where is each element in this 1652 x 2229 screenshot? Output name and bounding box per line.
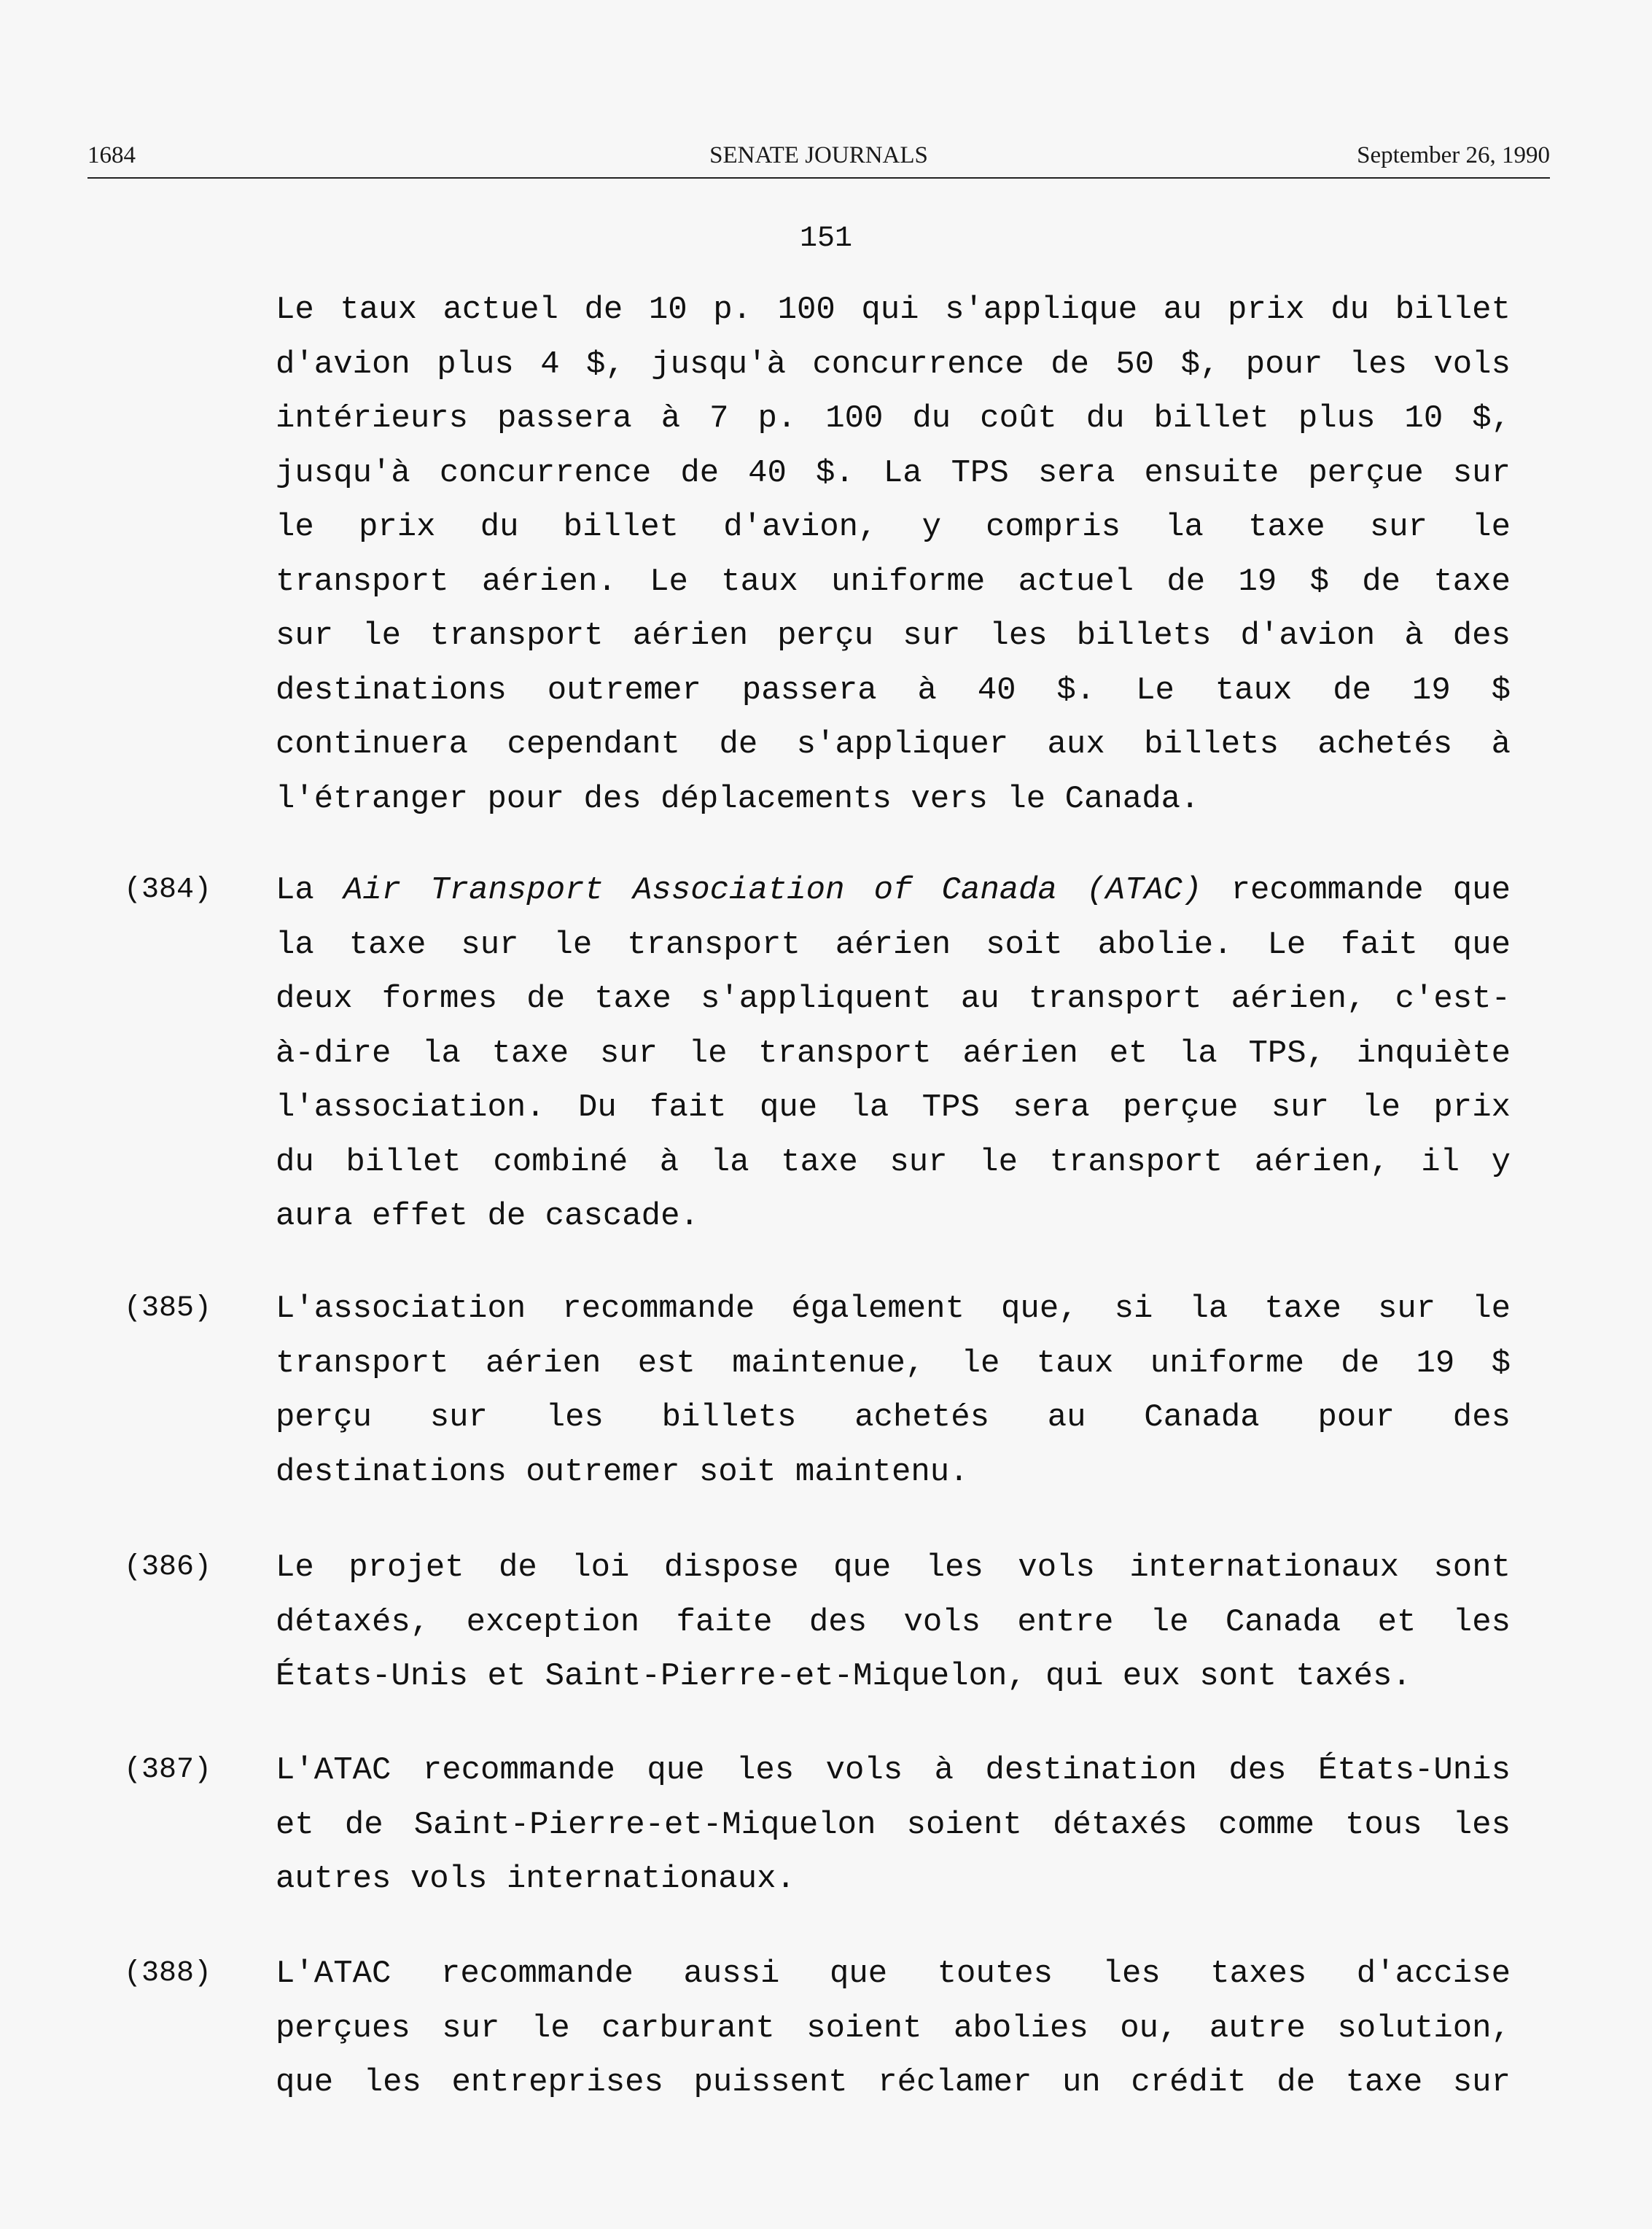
text-line: destinations outremer passera à 40 $. Le taux de 19 $ (276, 672, 1511, 709)
text-line: la taxe sur le transport aérien soit abolie. Le fait que (276, 926, 1511, 963)
header-date: September 26, 1990 (1357, 142, 1550, 168)
text-line: et de Saint-Pierre-et-Miquelon soient détaxés comme tous les (276, 1806, 1511, 1843)
text-line: Le projet de loi dispose que les vols internationaux sont (276, 1549, 1511, 1586)
text-line: sur le transport aérien perçu sur les billets d'avion à des (276, 618, 1511, 654)
text-line: détaxés, exception faite des vols entre le Canada et les (276, 1603, 1511, 1641)
text-line: États-Unis et Saint-Pierre-et-Miquelon, qui eux sont taxés. (276, 1658, 1411, 1695)
header-title: SENATE JOURNALS (709, 142, 928, 168)
text-line: L'ATAC recommande que les vols à destination des États-Unis (276, 1752, 1511, 1789)
text-line: deux formes de taxe s'appliquent au transport aérien, c'est- (276, 981, 1511, 1017)
text-line: l'association. Du fait que la TPS sera perçue sur le prix (276, 1089, 1511, 1126)
header-divider (87, 177, 1550, 179)
intro-paragraph (276, 283, 1511, 826)
text-line: perçues sur le carburant soient abolies ou, autre solution, (276, 2010, 1511, 2047)
paragraph-number: (384) (124, 874, 212, 906)
paragraph-385 (276, 1282, 1511, 1499)
text-line: le prix du billet d'avion, y compris la taxe sur le (276, 509, 1511, 545)
header-page-number: 1684 (87, 142, 136, 168)
paragraph-386 (276, 1541, 1511, 1704)
text-run: La (276, 872, 343, 909)
text-line: destinations outremer soit maintenu. (276, 1453, 969, 1490)
text-line: L'ATAC recommande aussi que toutes les taxes d'accise (276, 1956, 1511, 1992)
text-run: recommande que (1201, 872, 1511, 909)
paragraph-number: (388) (124, 1957, 212, 1990)
text-line: d'avion plus 4 $, jusqu'à concurrence de 50 $, pour les vols (276, 346, 1511, 383)
paragraph-384 (276, 863, 1511, 1244)
paragraph-number: (385) (124, 1292, 212, 1325)
text-line: Le taux actuel de 10 p. 100 qui s'applique au prix du billet (276, 292, 1511, 328)
paragraph-number: (386) (124, 1551, 212, 1584)
text-line: à-dire la taxe sur le transport aérien et la TPS, inquiète (276, 1035, 1511, 1072)
text-line: du billet combiné à la taxe sur le transport aérien, il y (276, 1143, 1511, 1180)
running-header (87, 142, 1550, 179)
sheet-number: 151 (799, 222, 852, 255)
text-line: transport aérien. Le taux uniforme actuel de 19 $ de taxe (276, 563, 1511, 600)
text-line: transport aérien est maintenue, le taux uniforme de 19 $ (276, 1345, 1511, 1382)
text-line (276, 863, 1511, 918)
text-line: perçu sur les billets achetés au Canada pour des (276, 1399, 1511, 1436)
text-line: autres vols internationaux. (276, 1861, 795, 1897)
text-line: L'association recommande également que, si la taxe sur le (276, 1291, 1511, 1327)
paragraph-number: (387) (124, 1754, 212, 1786)
text-line: l'étranger pour des déplacements vers le Canada. (276, 780, 1200, 817)
paragraph-387 (276, 1743, 1511, 1907)
text-line: intérieurs passera à 7 p. 100 du coût du billet plus 10 $, (276, 400, 1511, 437)
organization-name: Air Transport Association of Canada (ATAC) (343, 872, 1202, 909)
text-line: que les entreprises puissent réclamer un crédit de taxe sur (276, 2064, 1511, 2101)
paragraph-388 (276, 1947, 1511, 2110)
text-line: continuera cependant de s'appliquer aux billets achetés à (276, 726, 1511, 763)
text-line: jusqu'à concurrence de 40 $. La TPS sera ensuite perçue sur (276, 454, 1511, 491)
text-line: aura effet de cascade. (276, 1198, 699, 1234)
